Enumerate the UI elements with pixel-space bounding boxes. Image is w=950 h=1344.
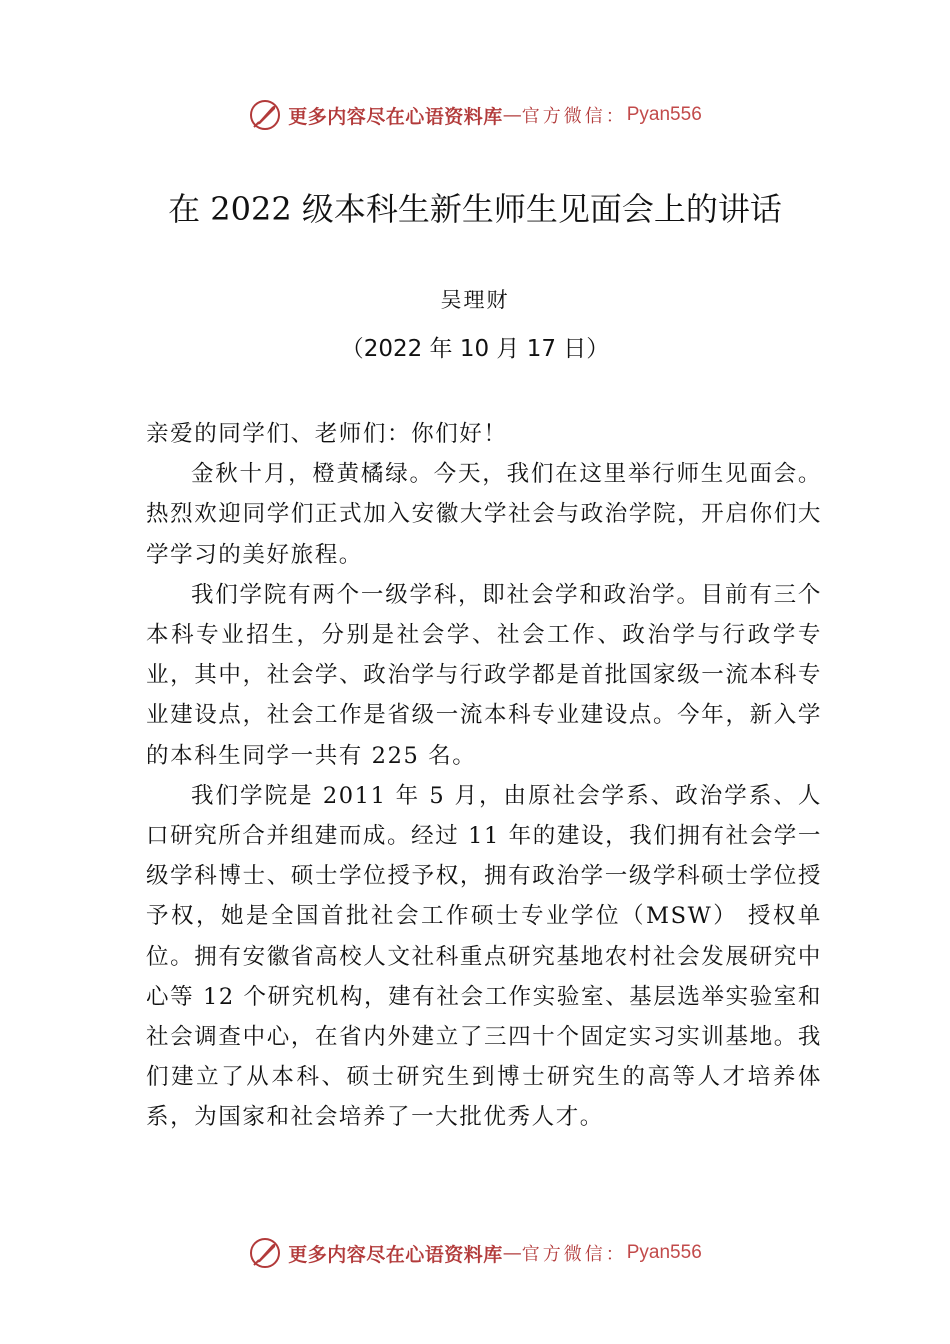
document-author: 吴理财 [440,288,510,312]
banner-brand: 更多内容尽在心语资料库 [288,1243,503,1266]
banner-dash: — [502,1242,522,1264]
banner-label: 官方微信： [521,106,627,127]
banner-label: 官方微信： [521,1244,627,1265]
paragraph: 金秋十月，橙黄橘绿。今天，我们在这里举行师生见面会。热烈欢迎同学们正式加入安徽大学社会与政治学院，开启你们大学学习的美好旅程。 [146,461,822,568]
quill-logo-icon [248,1236,282,1270]
banner-dash: — [502,104,522,126]
header-watermark-banner [0,95,950,135]
banner-brand: 更多内容尽在心语资料库 [288,105,503,128]
quill-logo-icon [248,98,282,132]
paragraph: 我们学院是 2011 年 5 月，由原社会学系、政治学系、人口研究所合并组建而成。经过 11 年的建设，我们拥有社会学一级学科博士、硕士学位授予权，拥有政治学一级学科硕士学位授予权，她是全国首批社会工作硕士专业学位（MSW） 授权单位。拥有安徽省高校人文社科重点研究基地农村社会发展研究中心等 12 个研究机构，建有社会工作实验室、基层选举实验室和社会调查中心，在省内外建立了三四十个固定实习实训基地。我们建立了从本科、硕士研究生到博士研究生的高等人才培养体系，为国家和社会培养了一大批优秀人才。 [146,782,822,1131]
document-title: 在 2022 级本科生新生师生见面会上的讲话 [168,190,782,228]
footer-watermark-banner [0,1233,950,1273]
paragraph: 我们学院有两个一级学科，即社会学和政治学。目前有三个本科专业招生，分别是社会学、社会工作、政治学与行政学专业，其中，社会学、政治学与行政学都是首批国家级一流本科专业建设点，社会工作是省级一流本科专业建设点。今年，新入学的本科生同学一共有 225 名。 [146,581,822,769]
greeting: 亲爱的同学们、老师们：你们好！ [146,421,508,447]
banner-code: Pyan556 [626,104,702,125]
document-body [146,414,822,1138]
document-date: （2022 年 10 月 17 日） [340,336,610,362]
banner-code: Pyan556 [626,1242,702,1263]
